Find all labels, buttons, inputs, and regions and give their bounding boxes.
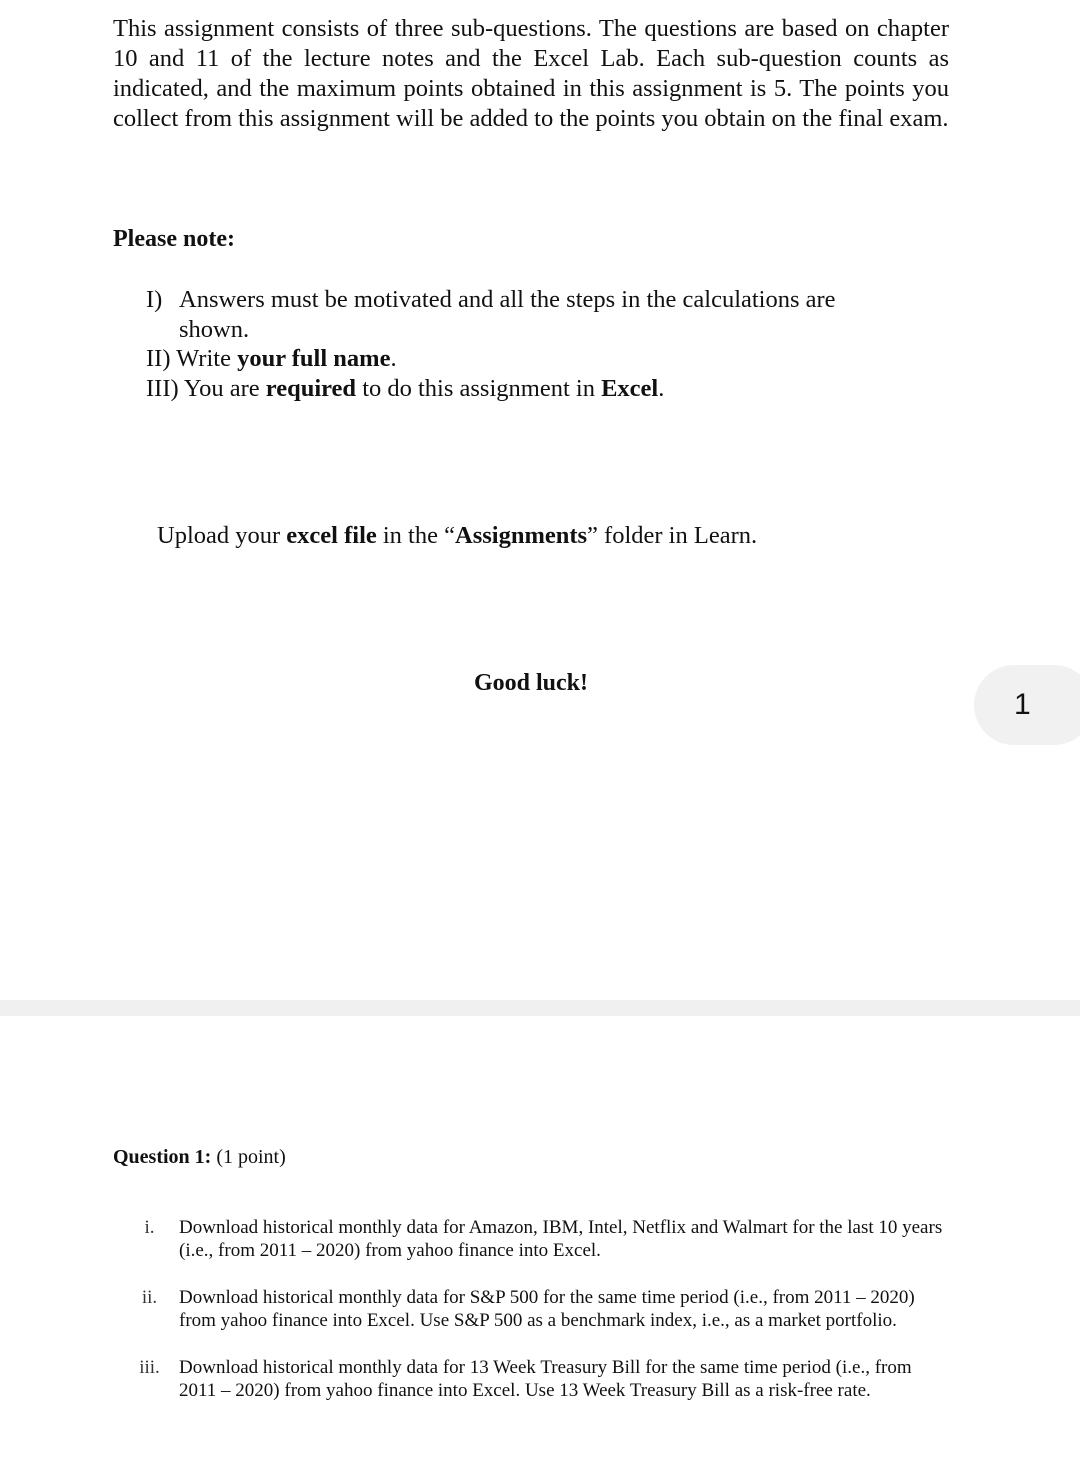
notes-list (146, 285, 906, 403)
note-text: Answers must be motivated and all the steps in the calculations are shown. (179, 286, 836, 343)
page-number-badge: 1 (974, 665, 1080, 745)
question-points: (1 point) (211, 1146, 286, 1168)
list-item (120, 1216, 952, 1262)
note-text: III) You are required to do this assignment in Excel. (146, 374, 665, 402)
list-item-text: Download historical monthly data for 13 Week Treasury Bill for the same time period (i.e., from 2011 – 2020) from yahoo finance into Excel. Use 13 Week Treasury Bill as a risk-free rate. (179, 1357, 912, 1401)
document-page-2 (0, 1016, 1080, 1464)
note-item-3 (146, 374, 906, 404)
emphasis-excel-file: excel file (286, 522, 377, 549)
note-item-1 (146, 285, 906, 344)
upload-instruction: Upload your excel file in the “Assignments” folder in Learn. (157, 522, 758, 549)
emphasis-required: required (265, 374, 357, 402)
emphasis-excel: Excel (601, 374, 659, 402)
emphasis-full-name: your full name (237, 345, 391, 372)
good-luck-text: Good luck! (473, 670, 589, 696)
list-marker: i. (144, 1217, 155, 1238)
note-marker: III) (146, 374, 179, 402)
intro-paragraph: This assignment consists of three sub-questions. The questions are based on chapter 10 and 11 of the lecture notes and the Excel Lab. Each sub-question counts as indicated, and the maximum points obtained in this assignment is 5. The points you collect from this assignment will be added to the points you obtain on the final exam. (113, 15, 949, 132)
emphasis-assignments: Assignments (455, 522, 588, 549)
page-separator (0, 1000, 1080, 1016)
list-item (120, 1356, 952, 1402)
note-text: II) Write your full name. (146, 345, 397, 372)
list-marker: iii. (139, 1357, 160, 1378)
please-note-heading: Please note: (113, 226, 235, 252)
list-marker: ii. (141, 1287, 158, 1308)
list-item-text: Download historical monthly data for S&P 500 for the same time period (i.e., from 2011 – 2020) from yahoo finance into Excel. Use S&P 500 as a benchmark index, i.e., as a market portfolio. (179, 1287, 915, 1331)
question-1-heading (113, 1146, 286, 1169)
question-label: Question 1: (113, 1146, 212, 1168)
list-item-text: Download historical monthly data for Amazon, IBM, Intel, Netflix and Walmart for the last 10 years (i.e., from 2011 – 2020) from yahoo finance into Excel. (179, 1217, 943, 1261)
question-1-items (120, 1216, 952, 1426)
list-item (120, 1286, 952, 1332)
note-item-2 (146, 344, 906, 374)
note-marker: I) (146, 286, 163, 313)
note-marker: II) (146, 345, 171, 372)
